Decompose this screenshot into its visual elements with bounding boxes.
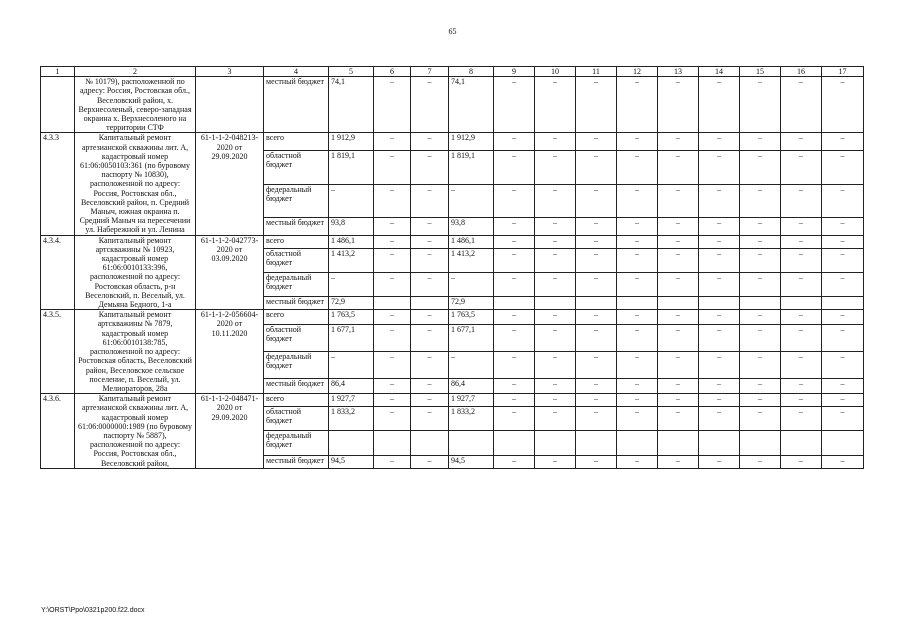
value-col-16: – bbox=[781, 133, 822, 151]
value-col-5: 93,8 bbox=[329, 217, 374, 235]
column-number-row bbox=[41, 67, 864, 77]
value-col-11: – bbox=[576, 407, 617, 431]
value-col-5: 72,9 bbox=[329, 297, 374, 310]
value-col-12: – bbox=[617, 248, 658, 272]
value-col-11: – bbox=[576, 235, 617, 248]
funding-source: местный бюджет bbox=[264, 297, 329, 310]
funding-source: областной бюджет bbox=[264, 248, 329, 272]
value-col-13: – bbox=[658, 248, 699, 272]
value-col-5: – bbox=[329, 184, 374, 217]
value-col-15: – bbox=[740, 324, 781, 351]
value-col-8: 72,9 bbox=[449, 297, 494, 310]
value-col-12 bbox=[617, 297, 658, 310]
item-number: 4.3.4. bbox=[41, 235, 75, 310]
value-col-17 bbox=[822, 297, 864, 310]
column-number-3: 3 bbox=[196, 67, 264, 77]
value-col-7: – bbox=[411, 407, 449, 431]
value-col-5: 1 413,2 bbox=[329, 248, 374, 272]
item-number: 4.3.5. bbox=[41, 310, 75, 394]
column-number-14: 14 bbox=[699, 67, 740, 77]
value-col-6: – bbox=[374, 352, 411, 379]
funding-source: всего bbox=[264, 394, 329, 407]
value-col-14: – bbox=[699, 394, 740, 407]
column-number-13: 13 bbox=[658, 67, 699, 77]
column-number-7: 7 bbox=[411, 67, 449, 77]
value-col-8: 94,5 bbox=[449, 455, 494, 468]
value-col-8: 86,4 bbox=[449, 379, 494, 394]
value-col-7 bbox=[411, 297, 449, 310]
value-col-12: – bbox=[617, 184, 658, 217]
table-row bbox=[41, 235, 864, 248]
value-col-7: – bbox=[411, 455, 449, 468]
value-col-16: – bbox=[781, 455, 822, 468]
value-col-13: – bbox=[658, 77, 699, 133]
value-col-16: – bbox=[781, 324, 822, 351]
value-col-16 bbox=[781, 297, 822, 310]
value-col-14 bbox=[699, 431, 740, 455]
value-col-7: – bbox=[411, 133, 449, 151]
value-col-14: – bbox=[699, 310, 740, 325]
value-col-12: – bbox=[617, 151, 658, 184]
value-col-11: – bbox=[576, 77, 617, 133]
value-col-14: – bbox=[699, 455, 740, 468]
value-col-16: – bbox=[781, 310, 822, 325]
value-col-17: – bbox=[822, 407, 864, 431]
value-col-8: – bbox=[449, 272, 494, 296]
value-col-12: – bbox=[617, 217, 658, 235]
value-col-6: – bbox=[374, 217, 411, 235]
value-col-14: – bbox=[699, 272, 740, 296]
value-col-15 bbox=[740, 297, 781, 310]
expertise-conclusion: 61-1-1-2-048213-2020 от 29.09.2020 bbox=[196, 133, 264, 235]
value-col-6: – bbox=[374, 407, 411, 431]
value-col-17 bbox=[822, 431, 864, 455]
funding-source: областной бюджет bbox=[264, 407, 329, 431]
value-col-12: – bbox=[617, 133, 658, 151]
value-col-9 bbox=[494, 431, 535, 455]
value-col-7: – bbox=[411, 379, 449, 394]
value-col-10: – bbox=[535, 455, 576, 468]
value-col-8: 1 927,7 bbox=[449, 394, 494, 407]
column-number-15: 15 bbox=[740, 67, 781, 77]
value-col-7: – bbox=[411, 324, 449, 351]
value-col-9: – bbox=[494, 379, 535, 394]
value-col-17: – bbox=[822, 455, 864, 468]
object-description: Капитальный ремонт артезианской скважины лит. А, кадастровый номер 61:06:0000000:1989 (по буровому паспорту № 5887), расположенной по адресу: Россия, Ростовская обл., Веселовский район, bbox=[75, 394, 196, 469]
object-description: Капитальный ремонт артскважины № 7879, кадастровый номер 61:06:0010138:785, расположенной по адресу: Ростовская область, Веселовский район, Веселовское сельское поселение, п. Веселый, ул. Мелиораторов, 28а bbox=[75, 310, 196, 394]
value-col-5: 94,5 bbox=[329, 455, 374, 468]
value-col-14: – bbox=[699, 77, 740, 133]
value-col-16: – bbox=[781, 151, 822, 184]
value-col-14 bbox=[699, 297, 740, 310]
value-col-16: – bbox=[781, 379, 822, 394]
value-col-7: – bbox=[411, 394, 449, 407]
value-col-10: – bbox=[535, 248, 576, 272]
value-col-9 bbox=[494, 297, 535, 310]
value-col-8: 1 833,2 bbox=[449, 407, 494, 431]
value-col-8: 1 413,2 bbox=[449, 248, 494, 272]
value-col-16: – bbox=[781, 272, 822, 296]
column-number-12: 12 bbox=[617, 67, 658, 77]
value-col-5: – bbox=[329, 352, 374, 379]
value-col-9: – bbox=[494, 133, 535, 151]
value-col-7: – bbox=[411, 310, 449, 325]
value-col-12: – bbox=[617, 272, 658, 296]
value-col-15 bbox=[740, 431, 781, 455]
value-col-17: – bbox=[822, 394, 864, 407]
value-col-7: – bbox=[411, 77, 449, 133]
value-col-6: – bbox=[374, 310, 411, 325]
value-col-5: 1 819,1 bbox=[329, 151, 374, 184]
value-col-11: – bbox=[576, 272, 617, 296]
value-col-13: – bbox=[658, 217, 699, 235]
value-col-10: – bbox=[535, 77, 576, 133]
value-col-5: 1 763,5 bbox=[329, 310, 374, 325]
value-col-16: – bbox=[781, 407, 822, 431]
funding-source: всего bbox=[264, 310, 329, 325]
value-col-15: – bbox=[740, 184, 781, 217]
value-col-7: – bbox=[411, 151, 449, 184]
value-col-11: – bbox=[576, 217, 617, 235]
column-number-9: 9 bbox=[494, 67, 535, 77]
value-col-7: – bbox=[411, 272, 449, 296]
value-col-8: 1 819,1 bbox=[449, 151, 494, 184]
value-col-6: – bbox=[374, 248, 411, 272]
value-col-9: – bbox=[494, 248, 535, 272]
value-col-17: – bbox=[822, 379, 864, 394]
value-col-13: – bbox=[658, 394, 699, 407]
page-number: 65 bbox=[448, 27, 457, 36]
value-col-15: – bbox=[740, 352, 781, 379]
value-col-11: – bbox=[576, 151, 617, 184]
value-col-14: – bbox=[699, 151, 740, 184]
value-col-17: – bbox=[822, 310, 864, 325]
value-col-5: 1 912,9 bbox=[329, 133, 374, 151]
item-number: 4.3.6. bbox=[41, 394, 75, 469]
funding-source: федеральный бюджет bbox=[264, 272, 329, 296]
value-col-13 bbox=[658, 431, 699, 455]
column-number-11: 11 bbox=[576, 67, 617, 77]
value-col-11: – bbox=[576, 133, 617, 151]
value-col-10: – bbox=[535, 133, 576, 151]
value-col-9: – bbox=[494, 151, 535, 184]
funding-source: всего bbox=[264, 235, 329, 248]
funding-source: федеральный бюджет bbox=[264, 352, 329, 379]
value-col-8: 1 486,1 bbox=[449, 235, 494, 248]
value-col-15: – bbox=[740, 133, 781, 151]
value-col-5: 1 833,2 bbox=[329, 407, 374, 431]
funding-source: областной бюджет bbox=[264, 151, 329, 184]
value-col-14: – bbox=[699, 235, 740, 248]
value-col-16: – bbox=[781, 235, 822, 248]
value-col-6: – bbox=[374, 77, 411, 133]
table-row bbox=[41, 133, 864, 151]
column-number-8: 8 bbox=[449, 67, 494, 77]
object-description: Капитальный ремонт артскважины № 10923, кадастровый номер 61:06:0010133:396, расположенной по адресу: Ростовская область, р-н Веселовский, п. Веселый, ул. Демьяна Бедного, 1-а bbox=[75, 235, 196, 310]
value-col-6: – bbox=[374, 235, 411, 248]
value-col-14: – bbox=[699, 324, 740, 351]
value-col-7 bbox=[411, 431, 449, 455]
value-col-11: – bbox=[576, 455, 617, 468]
value-col-13: – bbox=[658, 184, 699, 217]
expertise-conclusion bbox=[196, 77, 264, 133]
value-col-11: – bbox=[576, 324, 617, 351]
funding-source: областной бюджет bbox=[264, 324, 329, 351]
funding-source: местный бюджет bbox=[264, 379, 329, 394]
value-col-10: – bbox=[535, 217, 576, 235]
funding-source: местный бюджет bbox=[264, 217, 329, 235]
value-col-7: – bbox=[411, 248, 449, 272]
column-number-5: 5 bbox=[329, 67, 374, 77]
value-col-9: – bbox=[494, 77, 535, 133]
value-col-5: 74,1 bbox=[329, 77, 374, 133]
value-col-12: – bbox=[617, 352, 658, 379]
value-col-9: – bbox=[494, 407, 535, 431]
value-col-8: – bbox=[449, 184, 494, 217]
value-col-15: – bbox=[740, 310, 781, 325]
value-col-17: – bbox=[822, 217, 864, 235]
value-col-13: – bbox=[658, 310, 699, 325]
value-col-15: – bbox=[740, 248, 781, 272]
file-path-footer: Y:\ORST\Ppo\0321p200.f22.docx bbox=[41, 607, 145, 614]
value-col-16: – bbox=[781, 217, 822, 235]
value-col-15: – bbox=[740, 217, 781, 235]
value-col-13: – bbox=[658, 235, 699, 248]
object-description: № 10179), расположенной по адресу: Россия, Ростовская обл., Веселовский район, х. Верхнесоленый, северо-западная окраина х. Верхнесоленого на территории СТФ bbox=[75, 77, 196, 133]
value-col-8: 93,8 bbox=[449, 217, 494, 235]
column-number-10: 10 bbox=[535, 67, 576, 77]
value-col-9: – bbox=[494, 217, 535, 235]
value-col-14: – bbox=[699, 184, 740, 217]
value-col-6: – bbox=[374, 324, 411, 351]
value-col-8: 1 763,5 bbox=[449, 310, 494, 325]
value-col-17: – bbox=[822, 184, 864, 217]
value-col-13: – bbox=[658, 352, 699, 379]
value-col-12: – bbox=[617, 235, 658, 248]
funding-source: местный бюджет bbox=[264, 77, 329, 133]
value-col-5: – bbox=[329, 272, 374, 296]
value-col-15: – bbox=[740, 455, 781, 468]
value-col-9: – bbox=[494, 324, 535, 351]
value-col-11 bbox=[576, 297, 617, 310]
value-col-11: – bbox=[576, 248, 617, 272]
value-col-15: – bbox=[740, 394, 781, 407]
value-col-10: – bbox=[535, 272, 576, 296]
value-col-15: – bbox=[740, 407, 781, 431]
value-col-5: 1 927,7 bbox=[329, 394, 374, 407]
funding-source: федеральный бюджет bbox=[264, 184, 329, 217]
value-col-14: – bbox=[699, 379, 740, 394]
value-col-10: – bbox=[535, 310, 576, 325]
value-col-6: – bbox=[374, 394, 411, 407]
value-col-10: – bbox=[535, 407, 576, 431]
value-col-9: – bbox=[494, 272, 535, 296]
value-col-5: 86,4 bbox=[329, 379, 374, 394]
value-col-8: 1 912,9 bbox=[449, 133, 494, 151]
value-col-12 bbox=[617, 431, 658, 455]
column-number-17: 17 bbox=[822, 67, 864, 77]
value-col-17: – bbox=[822, 235, 864, 248]
value-col-14: – bbox=[699, 217, 740, 235]
funding-source: федеральный бюджет bbox=[264, 431, 329, 455]
value-col-9: – bbox=[494, 352, 535, 379]
value-col-11: – bbox=[576, 184, 617, 217]
value-col-10: – bbox=[535, 324, 576, 351]
value-col-8: – bbox=[449, 352, 494, 379]
item-number bbox=[41, 77, 75, 133]
value-col-5: 1 486,1 bbox=[329, 235, 374, 248]
value-col-10: – bbox=[535, 394, 576, 407]
value-col-13: – bbox=[658, 379, 699, 394]
value-col-9: – bbox=[494, 235, 535, 248]
value-col-7: – bbox=[411, 235, 449, 248]
value-col-17: – bbox=[822, 151, 864, 184]
value-col-15: – bbox=[740, 235, 781, 248]
value-col-10: – bbox=[535, 352, 576, 379]
value-col-13: – bbox=[658, 151, 699, 184]
value-col-9: – bbox=[494, 310, 535, 325]
funding-source: местный бюджет bbox=[264, 455, 329, 468]
expertise-conclusion: 61-1-1-2-042773-2020 от 03.09.2020 bbox=[196, 235, 264, 310]
value-col-15: – bbox=[740, 379, 781, 394]
table-row bbox=[41, 77, 864, 133]
value-col-17: – bbox=[822, 352, 864, 379]
column-number-2: 2 bbox=[75, 67, 196, 77]
value-col-17: – bbox=[822, 133, 864, 151]
value-col-12: – bbox=[617, 394, 658, 407]
value-col-9: – bbox=[494, 394, 535, 407]
value-col-14: – bbox=[699, 352, 740, 379]
value-col-13 bbox=[658, 297, 699, 310]
value-col-13: – bbox=[658, 407, 699, 431]
column-number-1: 1 bbox=[41, 67, 75, 77]
value-col-12: – bbox=[617, 407, 658, 431]
value-col-17: – bbox=[822, 77, 864, 133]
value-col-10: – bbox=[535, 235, 576, 248]
expertise-conclusion: 61-1-1-2-056604-2020 от 10.11.2020 bbox=[196, 310, 264, 394]
value-col-11: – bbox=[576, 310, 617, 325]
value-col-14: – bbox=[699, 133, 740, 151]
value-col-6: – bbox=[374, 272, 411, 296]
value-col-16: – bbox=[781, 184, 822, 217]
value-col-6: – bbox=[374, 455, 411, 468]
value-col-16: – bbox=[781, 248, 822, 272]
object-description: Капитальный ремонт артезианской скважины лит. А, кадастровый номер 61:06:0050103:361 (по буровому паспорту № 10830), расположенной по адресу: Россия, Ростовская обл., Веселовский район, п. Средний Маныч, южная окраина п. Средний Маныч на пересечении ул. Набережной и ул. Ленина bbox=[75, 133, 196, 235]
value-col-7: – bbox=[411, 184, 449, 217]
value-col-13: – bbox=[658, 272, 699, 296]
value-col-15: – bbox=[740, 151, 781, 184]
value-col-17: – bbox=[822, 324, 864, 351]
value-col-11: – bbox=[576, 394, 617, 407]
expertise-conclusion: 61-1-1-2-048471-2020 от 29.09.2020 bbox=[196, 394, 264, 469]
value-col-16: – bbox=[781, 77, 822, 133]
value-col-10: – bbox=[535, 379, 576, 394]
value-col-6: – bbox=[374, 379, 411, 394]
value-col-13: – bbox=[658, 133, 699, 151]
value-col-7: – bbox=[411, 352, 449, 379]
value-col-12: – bbox=[617, 77, 658, 133]
value-col-12: – bbox=[617, 310, 658, 325]
value-col-6 bbox=[374, 431, 411, 455]
value-col-6: – bbox=[374, 184, 411, 217]
item-number: 4.3.3 bbox=[41, 133, 75, 235]
value-col-12: – bbox=[617, 379, 658, 394]
value-col-11 bbox=[576, 431, 617, 455]
value-col-8: 1 677,1 bbox=[449, 324, 494, 351]
program-table bbox=[40, 66, 864, 469]
value-col-14: – bbox=[699, 407, 740, 431]
value-col-16 bbox=[781, 431, 822, 455]
value-col-11: – bbox=[576, 352, 617, 379]
value-col-12: – bbox=[617, 324, 658, 351]
value-col-7: – bbox=[411, 217, 449, 235]
value-col-17: – bbox=[822, 272, 864, 296]
value-col-8 bbox=[449, 431, 494, 455]
column-number-6: 6 bbox=[374, 67, 411, 77]
value-col-9: – bbox=[494, 455, 535, 468]
column-number-16: 16 bbox=[781, 67, 822, 77]
value-col-9: – bbox=[494, 184, 535, 217]
value-col-10 bbox=[535, 297, 576, 310]
value-col-6: – bbox=[374, 151, 411, 184]
value-col-10: – bbox=[535, 184, 576, 217]
value-col-6: – bbox=[374, 133, 411, 151]
value-col-14: – bbox=[699, 248, 740, 272]
value-col-13: – bbox=[658, 324, 699, 351]
value-col-5: 1 677,1 bbox=[329, 324, 374, 351]
value-col-10 bbox=[535, 431, 576, 455]
table-row bbox=[41, 310, 864, 325]
value-col-17: – bbox=[822, 248, 864, 272]
value-col-15: – bbox=[740, 272, 781, 296]
funding-source: всего bbox=[264, 133, 329, 151]
table-row bbox=[41, 394, 864, 407]
value-col-8: 74,1 bbox=[449, 77, 494, 133]
value-col-12: – bbox=[617, 455, 658, 468]
value-col-11: – bbox=[576, 379, 617, 394]
value-col-10: – bbox=[535, 151, 576, 184]
value-col-16: – bbox=[781, 352, 822, 379]
value-col-5 bbox=[329, 431, 374, 455]
value-col-13: – bbox=[658, 455, 699, 468]
column-number-4: 4 bbox=[264, 67, 329, 77]
value-col-16: – bbox=[781, 394, 822, 407]
value-col-6 bbox=[374, 297, 411, 310]
value-col-15: – bbox=[740, 77, 781, 133]
